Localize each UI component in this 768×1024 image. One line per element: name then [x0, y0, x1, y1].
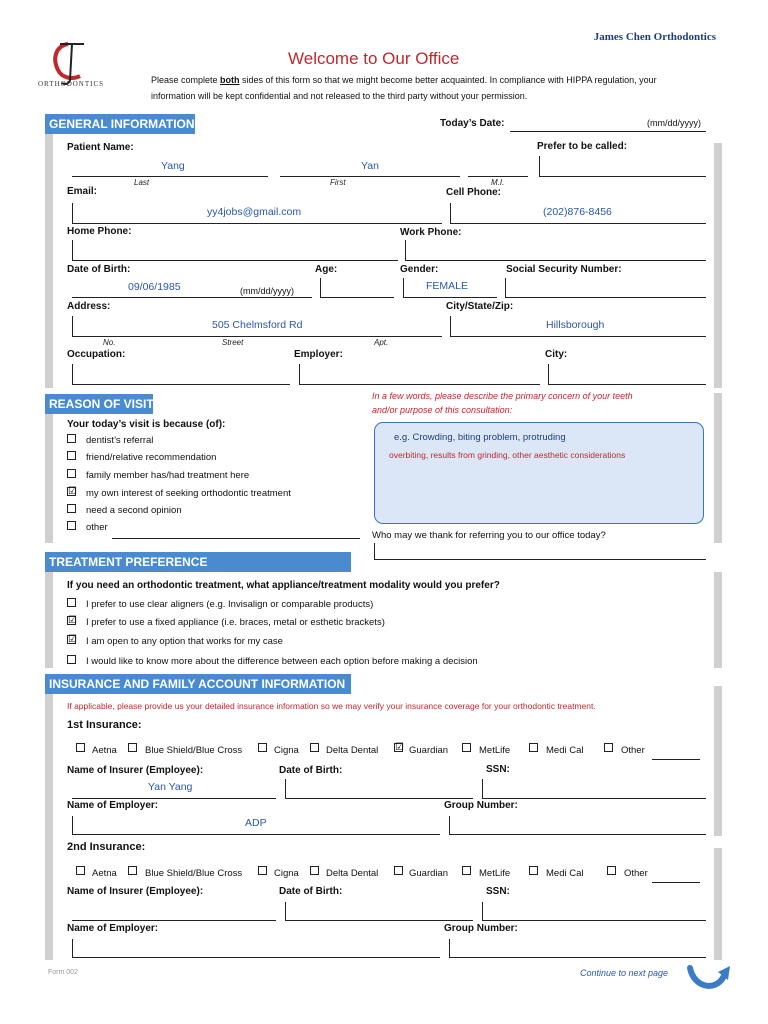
check-icon: ☑ [68, 615, 77, 626]
treatment-prompt: If you need an orthodontic treatment, what appliance/treatment modality would you prefer? [67, 580, 500, 591]
ins2-provider-metlife: MetLife [479, 868, 511, 879]
city-field[interactable] [548, 384, 706, 385]
employer-label: Employer: [294, 349, 343, 360]
last-name-field[interactable] [72, 176, 268, 177]
referral-field[interactable] [374, 559, 706, 560]
curved-arrow-icon [686, 962, 734, 994]
ins1-provider-delta: Delta Dental [326, 745, 379, 756]
treatment-checkbox-3[interactable] [67, 655, 76, 664]
practice-name: James Chen Orthodontics [593, 31, 716, 43]
treatment-option-2: I am open to any option that works for my case [86, 636, 283, 647]
age-label: Age: [315, 264, 338, 275]
ins2-ssn-field[interactable] [482, 920, 706, 921]
insurance-note: If applicable, please provide us your detailed insurance information so we may verify your insurance coverage for your orthodontic treatment. [67, 701, 596, 711]
reason-option-5: other [86, 522, 108, 533]
section-bar-right [714, 572, 722, 668]
ins2-provider-other: Other [624, 868, 648, 879]
address-value: 505 Chelmsford Rd [212, 319, 303, 331]
ins2-provider-aetna: Aetna [92, 868, 117, 879]
ins1-group-field-left [449, 816, 450, 834]
form-id: Form 002 [48, 969, 78, 976]
treatment-checkbox-1[interactable] [67, 616, 76, 625]
ins2-checkbox-blue-shield[interactable] [128, 866, 137, 875]
ins2-dob-label: Date of Birth: [279, 886, 343, 897]
work-phone-field[interactable] [405, 260, 706, 261]
reason-option-0: dentist’s referral [86, 435, 154, 446]
page-title: Welcome to Our Office [288, 49, 460, 68]
city-label: City: [545, 349, 568, 360]
reason-checkbox-2[interactable] [67, 469, 76, 478]
city-state-zip-field[interactable] [450, 336, 706, 337]
treatment-checkbox-2[interactable] [67, 635, 76, 644]
ins2-checkbox-other[interactable] [607, 866, 616, 875]
ins2-group-field-left [449, 939, 450, 957]
ins2-group-field[interactable] [449, 957, 706, 958]
concern-value: overbiting, results from grinding, other aesthetic considerations [389, 450, 626, 460]
cell-field-left [450, 203, 451, 223]
ins1-employer-label: Name of Employer: [67, 800, 159, 811]
ssn-field[interactable] [505, 297, 706, 298]
check-icon: ☑ [395, 742, 404, 753]
treatment-option-1: I prefer to use a fixed appliance (i.e. braces, metal or esthetic brackets) [86, 617, 385, 628]
ins1-provider-metlife: MetLife [479, 745, 511, 756]
ins2-dob-field-left [285, 902, 286, 920]
cell-phone-field[interactable] [450, 223, 706, 224]
work-field-left [405, 240, 406, 260]
ins2-checkbox-cigna[interactable] [258, 866, 267, 875]
email-field[interactable] [72, 223, 442, 224]
ins1-dob-field-left [285, 779, 286, 798]
todays-date-label: Today’s Date: [440, 118, 505, 129]
reason-checkbox-4[interactable] [67, 504, 76, 513]
ins2-checkbox-guardian[interactable] [394, 866, 403, 875]
ins1-provider-blue-shield: Blue Shield/Blue Cross [145, 745, 243, 756]
ins1-provider-aetna: Aetna [92, 745, 117, 756]
describe-concern-text-line2: and/or purpose of this consultation: [372, 405, 513, 415]
reason-option-4: need a second opinion [86, 505, 182, 516]
section-reason-of-visit: REASON OF VISIT [45, 394, 153, 414]
ins2-checkbox-delta[interactable] [310, 866, 319, 875]
ins1-checkbox-aetna[interactable] [76, 743, 85, 752]
address-field-left [72, 316, 73, 336]
work-phone-label: Work Phone: [400, 227, 462, 238]
first-name-field[interactable] [280, 176, 460, 177]
ins2-checkbox-aetna[interactable] [76, 866, 85, 875]
section-bar-right [714, 143, 722, 388]
ins1-checkbox-medical[interactable] [529, 743, 538, 752]
ins2-ssn-field-left [482, 902, 483, 920]
occupation-label: Occupation: [67, 349, 126, 360]
gender-value: FEMALE [426, 280, 469, 292]
ins1-insurer-label: Name of Insurer (Employee): [67, 765, 204, 776]
ins2-ssn-label: SSN: [486, 886, 510, 897]
ins1-insurer-value: Yan Yang [148, 781, 193, 793]
ins1-employer-field[interactable] [72, 834, 440, 835]
ins1-group-field[interactable] [449, 834, 706, 835]
occupation-field[interactable] [72, 384, 290, 385]
email-field-left [72, 203, 73, 223]
referral-prompt: Who may we thank for referring you to our office today? [372, 530, 606, 541]
dob-format: (mm/dd/yyyy) [240, 286, 294, 296]
street-sub: Street [222, 338, 244, 347]
ssn-field-left [505, 278, 506, 297]
ins2-insurer-field[interactable] [72, 920, 276, 921]
continue-next-page: Continue to next page [580, 968, 669, 978]
ins2-provider-medical: Medi Cal [546, 868, 584, 879]
referral-field-left [374, 543, 375, 559]
reason-checkbox-1[interactable] [67, 451, 76, 460]
treatment-checkbox-0[interactable] [67, 598, 76, 607]
section-bar-left [45, 134, 53, 388]
section-bar-left [45, 414, 53, 543]
gender-field-left [403, 278, 404, 297]
ins1-checkbox-cigna[interactable] [258, 743, 267, 752]
second-insurance-heading: 2nd Insurance: [67, 841, 146, 853]
logo-text: ORTHODONTICS [38, 80, 105, 88]
ins1-checkbox-guardian[interactable] [394, 743, 403, 752]
home-phone-field[interactable] [72, 260, 398, 261]
ins2-insurer-label: Name of Insurer (Employee): [67, 886, 204, 897]
ins1-ssn-field[interactable] [482, 798, 706, 799]
first-sub: First [330, 178, 346, 187]
age-field-left [320, 278, 321, 297]
last-name-value: Yang [161, 160, 185, 172]
occupation-field-left [72, 364, 73, 384]
ins1-dob-label: Date of Birth: [279, 765, 343, 776]
address-label: Address: [67, 301, 111, 312]
middle-initial-field[interactable] [468, 176, 528, 177]
treatment-option-3: I would like to know more about the difference between each option before making a decision [86, 656, 478, 667]
no-sub: No. [103, 338, 116, 347]
first-name-value: Yan [361, 160, 379, 172]
section-general-information: GENERAL INFORMATION [45, 114, 195, 134]
age-field[interactable] [320, 297, 394, 298]
city-state-zip-value: Hillsborough [546, 319, 605, 331]
curved-arrow-svg [686, 962, 734, 994]
ins1-provider-guardian: Guardian [409, 745, 449, 756]
last-sub: Last [134, 178, 150, 187]
gender-label: Gender: [400, 264, 439, 275]
employer-field-left [299, 364, 300, 384]
city-field2-left [548, 364, 549, 384]
reason-option-1: friend/relative recommendation [86, 452, 217, 463]
ins1-provider-cigna: Cigna [274, 745, 299, 756]
section-bar-right [714, 393, 722, 543]
treatment-option-0: I prefer to use clear aligners (e.g. Invisalign or comparable products) [86, 599, 374, 610]
check-icon: ☑ [68, 634, 77, 645]
prefer-called-field-left [539, 156, 540, 176]
reason-option-2: family member has/had treatment here [86, 470, 250, 481]
ins2-checkbox-medical[interactable] [529, 866, 538, 875]
dob-label: Date of Birth: [67, 264, 131, 275]
ins1-checkbox-metlife[interactable] [462, 743, 471, 752]
ins1-provider-other: Other [621, 745, 645, 756]
ins2-employer-field-left [72, 939, 73, 957]
email-label: Email: [67, 186, 98, 197]
ins2-dob-field[interactable] [285, 920, 473, 921]
patient-name-label: Patient Name: [67, 142, 134, 153]
ins2-employer-label: Name of Employer: [67, 923, 159, 934]
concern-example: e.g. Crowding, biting problem, protruding [394, 432, 566, 443]
address-field[interactable] [72, 336, 442, 337]
ins1-employer-field-left [72, 816, 73, 834]
ins1-checkbox-other[interactable] [604, 743, 613, 752]
reason-option-3: my own interest of seeking orthodontic treatment [86, 488, 291, 499]
visit-reason-prompt: Your today’s visit is because (of): [67, 419, 226, 430]
reason-checkbox-5[interactable] [67, 521, 76, 530]
intro-text: Please complete both sides of this form so that we might become better acquainted. In compliance with HIPPA regulation, your [151, 75, 657, 85]
ins1-checkbox-delta[interactable] [310, 743, 319, 752]
cell-phone-value: (202)876-8456 [543, 206, 612, 218]
ssn-label: Social Security Number: [506, 264, 622, 275]
ins2-group-label: Group Number: [444, 923, 518, 934]
section-bar-left [45, 572, 53, 668]
ins2-other-field[interactable] [652, 882, 700, 883]
email-value: yy4jobs@gmail.com [207, 206, 302, 218]
ins2-provider-guardian: Guardian [409, 868, 449, 879]
todays-date-format: (mm/dd/yyyy) [647, 118, 701, 128]
prefer-called-field[interactable] [539, 176, 706, 177]
dob-value: 09/06/1985 [128, 281, 181, 293]
intro-text-line2: information will be kept confidential and not released to the third party without your permission. [151, 91, 528, 101]
city-state-zip-label: City/State/Zip: [446, 301, 514, 312]
ins2-provider-blue-shield: Blue Shield/Blue Cross [145, 868, 243, 879]
ins1-ssn-label: SSN: [486, 764, 510, 775]
section-bar-right [714, 686, 722, 836]
ins2-employer-field[interactable] [72, 957, 440, 958]
ins1-group-label: Group Number: [444, 800, 518, 811]
ins1-other-field[interactable] [652, 759, 700, 760]
ins1-provider-medical: Medi Cal [546, 745, 584, 756]
section-insurance: INSURANCE AND FAMILY ACCOUNT INFORMATION [45, 674, 351, 694]
ins1-insurer-field[interactable] [72, 798, 276, 799]
todays-date-field[interactable] [510, 131, 706, 132]
ins1-ssn-field-left [482, 779, 483, 798]
section-bar-right [714, 848, 722, 960]
reason-checkbox-0[interactable] [67, 434, 76, 443]
prefer-called-label: Prefer to be called: [537, 141, 628, 152]
employer-field[interactable] [299, 384, 540, 385]
ins1-dob-field[interactable] [285, 798, 473, 799]
ins2-provider-delta: Delta Dental [326, 868, 379, 879]
first-insurance-heading: 1st Insurance: [67, 719, 142, 731]
section-bar-left [45, 694, 53, 960]
cell-phone-label: Cell Phone: [446, 187, 502, 198]
reason-other-field[interactable] [112, 538, 360, 539]
ins2-provider-cigna: Cigna [274, 868, 299, 879]
dob-field[interactable] [72, 297, 312, 298]
apt-sub: Apt. [374, 338, 389, 347]
check-icon: ☑ [68, 486, 77, 497]
home-field-left [72, 240, 73, 260]
gender-field[interactable] [403, 297, 497, 298]
section-treatment-preference: TREATMENT PREFERENCE [45, 552, 351, 572]
ins2-checkbox-metlife[interactable] [462, 866, 471, 875]
city-field-left [450, 316, 451, 336]
ins1-checkbox-blue-shield[interactable] [128, 743, 137, 752]
mi-sub: M.I. [491, 178, 505, 187]
describe-concern-text: In a few words, please describe the primary concern of your teeth [372, 391, 633, 401]
ins1-employer-value: ADP [245, 817, 267, 829]
home-phone-label: Home Phone: [67, 226, 132, 237]
reason-checkbox-3[interactable] [67, 487, 76, 496]
